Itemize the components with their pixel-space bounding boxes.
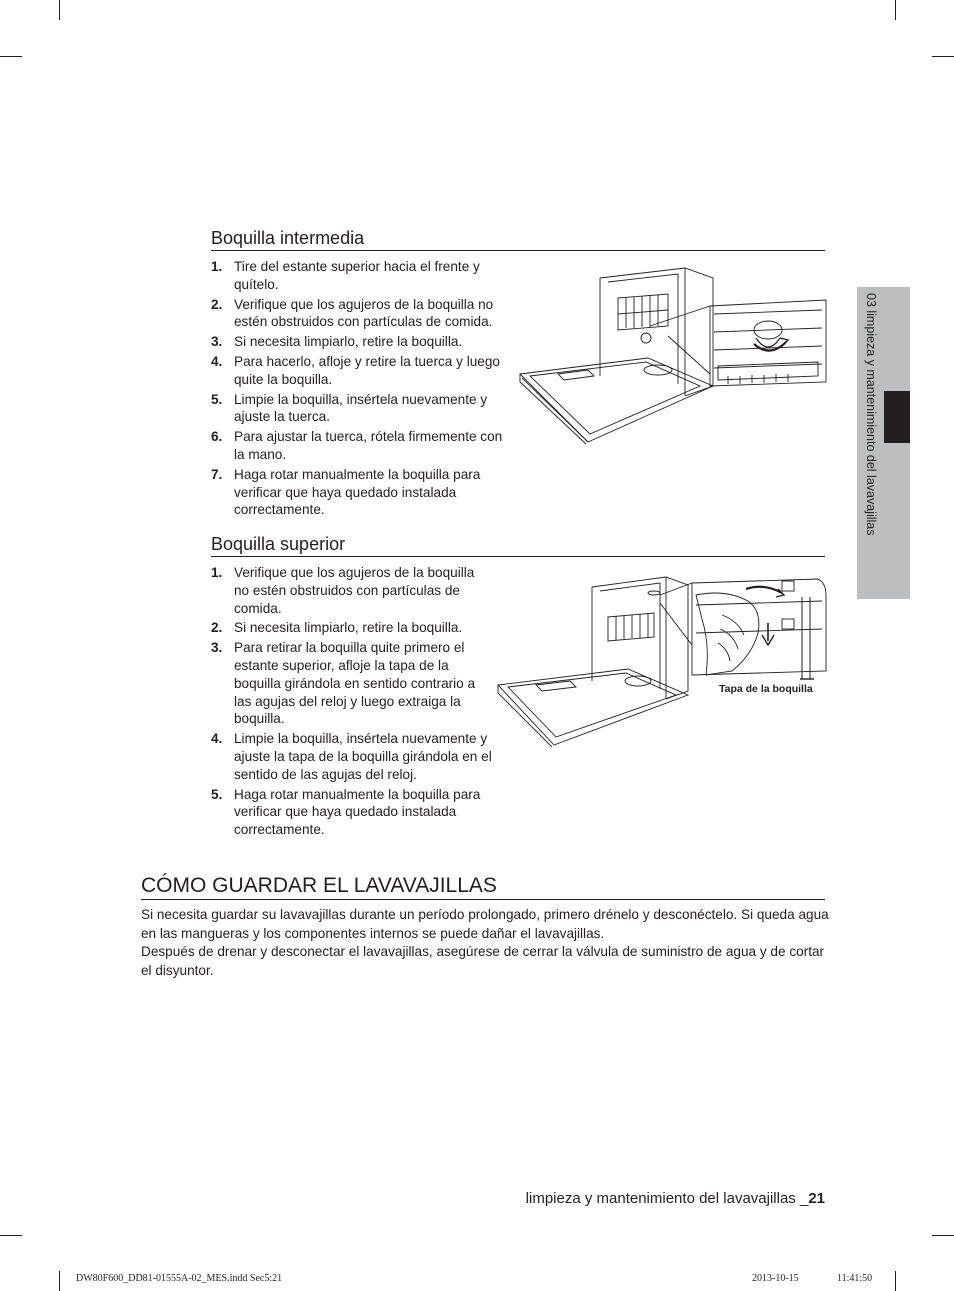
dishwasher-middle-nozzle-illustration	[518, 266, 828, 444]
step-text: Si necesita limpiarlo, retire la boquilla.	[234, 620, 463, 636]
step-number: 2.	[211, 296, 223, 312]
step-item	[211, 564, 493, 617]
step-item	[211, 730, 493, 783]
crop-mark	[895, 1271, 896, 1291]
step-text: Verifique que los agujeros de la boquilla no estén obstruidos con partículas de comida.	[234, 296, 494, 330]
step-text: Para hacerlo, afloje y retire la tuerca y luego quite la boquilla.	[234, 353, 500, 387]
step-item	[211, 428, 511, 464]
step-number: 4.	[211, 731, 223, 747]
crop-mark	[59, 0, 60, 20]
step-text: Para retirar la boquilla quite primero el estante superior, afloje la tapa de la boquilla girándola en sentido contrario a las agujas del reloj y luego extraiga la boquilla.	[234, 640, 476, 727]
step-number: 5.	[211, 391, 223, 407]
crop-mark	[932, 56, 954, 57]
dishwasher-upper-nozzle-illustration	[496, 575, 828, 747]
chapter-side-tab	[857, 287, 910, 599]
storage-paragraph-1: Si necesita guardar su lavavajillas durante un período prolongado, primero drénelo y desconéctelo. Si queda agua en las mangueras y los componentes internos se puede dañar el lavavajillas.	[141, 907, 829, 941]
steps-list-upper-nozzle	[211, 564, 493, 841]
step-number: 2.	[211, 620, 223, 636]
crop-mark	[59, 1271, 60, 1291]
callout-nozzle-cap: Tapa de la boquilla	[719, 683, 813, 695]
section-title-upper-nozzle: Boquilla superior	[211, 533, 825, 557]
step-item	[211, 353, 511, 389]
chapter-side-tab-marker	[884, 391, 910, 443]
crop-mark	[0, 56, 22, 57]
print-slug-file: DW80F600_DD81-01555A-02_MES.indd Sec5:21	[76, 1273, 283, 1284]
step-number: 1.	[211, 259, 223, 274]
section-title-storage: CÓMO GUARDAR EL LAVAVAJILLAS	[141, 873, 825, 900]
step-item	[211, 333, 511, 351]
crop-mark	[895, 0, 896, 20]
step-text: Haga rotar manualmente la boquilla para verificar que haya quedado instalada correctamente.	[234, 466, 481, 518]
step-number: 6.	[211, 429, 223, 445]
page-number: 21	[808, 1190, 825, 1207]
step-number: 3.	[211, 334, 223, 350]
print-slug-date: 2013-10-15	[752, 1273, 799, 1284]
steps-list-middle-nozzle	[211, 258, 511, 521]
section-title-middle-nozzle: Boquilla intermedia	[211, 227, 825, 251]
step-text: Limpie la boquilla, insértela nuevamente y ajuste la tapa de la boquilla girándola en el sentido de las agujas del reloj.	[234, 731, 492, 782]
step-item	[211, 296, 511, 332]
step-text: Verifique que los agujeros de la boquilla no estén obstruidos con partículas de comida.	[234, 565, 475, 616]
page-footer	[526, 1190, 825, 1207]
step-item	[211, 639, 493, 728]
footer-chapter-text: limpieza y mantenimiento del lavavajillas _	[525, 1190, 809, 1207]
step-item	[211, 786, 493, 839]
chapter-side-tab-label: 03 limpieza y mantenimiento del lavavajillas	[864, 293, 878, 536]
step-text: Tire del estante superior hacia el frente y quítelo.	[234, 259, 480, 292]
step-number: 5.	[211, 786, 223, 802]
step-number: 7.	[211, 466, 223, 482]
storage-paragraph-2: Después de drenar y desconectar el lavavajillas, asegúrese de cerrar la válvula de suministro de agua y de cortar el disyuntor.	[141, 944, 825, 978]
step-item	[211, 391, 511, 427]
step-item	[211, 466, 511, 519]
step-text: Haga rotar manualmente la boquilla para verificar que haya quedado instalada correctamente.	[234, 786, 481, 838]
step-item	[211, 619, 493, 637]
step-number: 4.	[211, 353, 223, 369]
step-text: Limpie la boquilla, insértela nuevamente y ajuste la tuerca.	[234, 391, 488, 425]
crop-mark	[0, 1235, 22, 1236]
print-slug-time: 11:41:50	[837, 1273, 873, 1284]
step-text: Si necesita limpiarlo, retire la boquilla.	[234, 334, 463, 350]
step-item	[211, 258, 511, 294]
step-text: Para ajustar la tuerca, rótela firmemente con la mano.	[234, 429, 503, 462]
step-number: 3.	[211, 640, 223, 656]
step-number: 1.	[211, 565, 223, 580]
crop-mark	[932, 1235, 954, 1236]
